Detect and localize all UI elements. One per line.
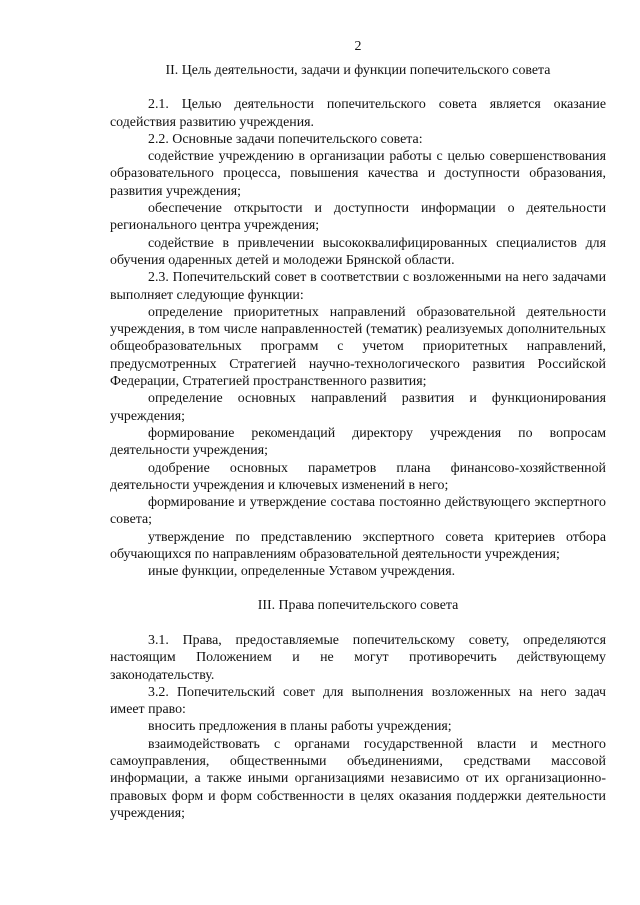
paragraph-2-1: 2.1. Целью деятельности попечительского совета является оказание содействия развитию учреждения. <box>110 97 606 130</box>
paragraph-3-2: 3.2. Попечительский совет для выполнения возложенных на него задач имеет право: <box>110 684 606 718</box>
function-item: определение основных направлений развития и функционирования учреждения; <box>110 391 606 424</box>
paragraph-3-1: 3.1. Права, предоставляемые попечительскому совету, определяются настоящим Положением и не могут противоречить действующему законодательству. <box>110 632 606 683</box>
function-item: определение приоритетных направлений образовательной деятельности учреждения, в том числе направленностей (тематик) реализуемых дополнительных общеобразовательных программ с учетом приоритетных направлений, предусмотренных Стратегией научно-технологического развития Российской Федерации, Стратегией пространственного развития; <box>110 304 606 390</box>
section-3-body <box>110 632 606 822</box>
function-item: иные функции, определенные Уставом учреждения. <box>148 564 456 580</box>
task-item: содействие в привлечении высококвалифицированных специалистов для обучения одаренных детей и молодежи Брянской области. <box>110 235 606 268</box>
section-3-heading: III. Права попечительского совета <box>257 597 459 613</box>
right-item: вносить предложения в планы работы учреждения; <box>148 719 452 735</box>
section-2-body <box>110 96 606 580</box>
function-item: формирование рекомендаций директору учреждения по вопросам деятельности учреждения; <box>110 425 606 459</box>
document-page <box>110 38 606 822</box>
function-item: утверждение по представлению экспертного совета критериев отбора обучающихся по направлениям образовательной деятельности учреждения; <box>110 529 606 563</box>
paragraph-2-3: 2.3. Попечительский совет в соответствии с возложенными на него задачами выполняет следующие функции: <box>110 270 606 303</box>
section-2-heading: II. Цель деятельности, задачи и функции попечительского совета <box>165 63 551 78</box>
function-item: одобрение основных параметров плана финансово-хозяйственной деятельности учреждения и ключевых изменений в него; <box>110 460 606 493</box>
paragraph-2-2: 2.2. Основные задачи попечительского совета: <box>148 131 423 147</box>
function-item: формирование и утверждение состава постоянно действующего экспертного совета; <box>110 495 606 528</box>
task-item: содействие учреждению в организации работы с целью совершенствования образовательного процесса, повышения качества и доступности образования, развития учреждения; <box>110 149 606 199</box>
right-item: взаимодействовать с органами государственной власти и местного самоуправления, общественными объединениями, средствами массовой информации, а также иными организациями независимо от их организационно-правовых форм и форм собственности в целях оказания поддержки деятельности учреждения; <box>110 736 606 821</box>
page-number: 2 <box>354 39 362 54</box>
task-item: обеспечение открытости и доступности информации о деятельности регионального центра учреждения; <box>110 201 606 234</box>
